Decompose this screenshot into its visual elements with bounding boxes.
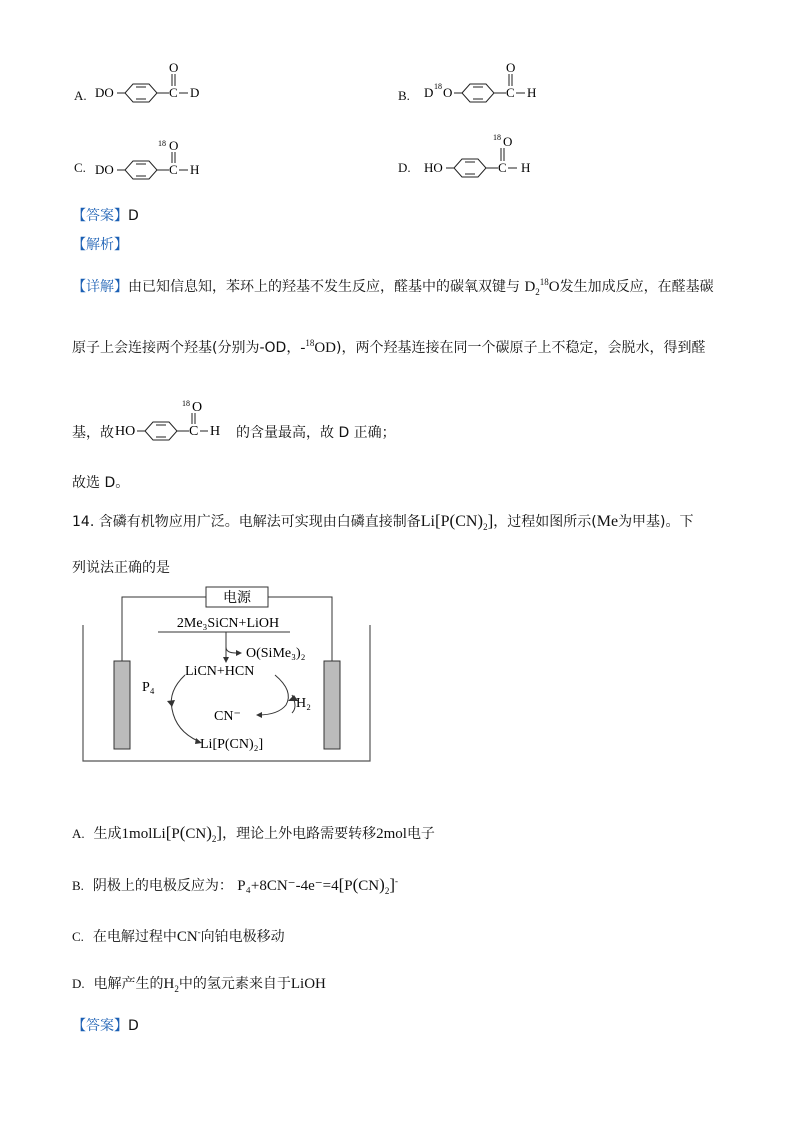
d2-18o: $D_2^{18}O$ bbox=[524, 277, 560, 297]
detail-line-1: 【详解】由已知信息知，苯环上的羟基不发生反应，醛基中的碳氧双键与 $D_2^{18}O$发生加成反应，在醛基碳 bbox=[72, 277, 714, 297]
left-arrow-curve bbox=[171, 675, 198, 741]
answer-2-value: D bbox=[128, 1018, 139, 1034]
q14-stem-line2: 列说法正确的是 bbox=[72, 560, 170, 576]
left-electrode bbox=[114, 661, 130, 749]
h2-label: H₂ bbox=[296, 696, 311, 711]
svg-text:C: C bbox=[189, 424, 199, 439]
svg-text:H: H bbox=[190, 162, 200, 177]
product-label: Li[P(CN)₂] bbox=[200, 737, 264, 752]
svg-text:DO: DO bbox=[95, 162, 114, 177]
answer-2 bbox=[72, 1015, 139, 1035]
right-arrow-curve bbox=[258, 675, 288, 715]
choice-b: B. 阴极上的电极反应为： $P_4+8CN^--4e^-=4[P(CN)_2]^-$ bbox=[72, 875, 398, 896]
svg-text:C: C bbox=[169, 85, 178, 100]
option-c-structure bbox=[95, 138, 215, 183]
detail-line-3b: 的含量最高，故 D 正确； bbox=[236, 425, 396, 441]
power-label: 电源 bbox=[223, 590, 251, 606]
option-d-letter: D. bbox=[398, 160, 411, 175]
answer-1 bbox=[72, 205, 139, 225]
right-electrode bbox=[324, 661, 340, 749]
choice-a: A. 生成$1molLi[P(CN)_2]$，理论上外电路需要转移2mol电子 bbox=[72, 823, 435, 844]
top-reagent: 2Me₃SiCN+LiOH bbox=[176, 616, 280, 631]
p4-label: P₄ bbox=[142, 680, 155, 695]
option-b-letter: B. bbox=[398, 88, 410, 103]
svg-text:H: H bbox=[210, 424, 221, 439]
choice-c: C. 在电解过程中CN-向铂电极移动 bbox=[72, 927, 285, 945]
licn-hcn: LiCN+HCN bbox=[185, 664, 255, 679]
answer-tag: 【答案】 bbox=[72, 208, 128, 224]
answer-2-tag: 【答案】 bbox=[72, 1018, 128, 1034]
option-c-letter: C. bbox=[74, 160, 86, 175]
electrolysis-diagram bbox=[80, 583, 380, 763]
option-a-right: D bbox=[190, 85, 200, 100]
choice-d: D. 电解产生的$H_2$中的氢元素来自于LiOH bbox=[72, 976, 326, 994]
option-b-structure bbox=[424, 62, 554, 107]
byproduct: O(SiMe₃)₂ bbox=[246, 646, 306, 661]
svg-text:D: D bbox=[424, 85, 434, 100]
svg-text:18: 18 bbox=[182, 399, 190, 408]
option-a-left: DO bbox=[95, 85, 114, 100]
svg-text:O: O bbox=[169, 138, 179, 153]
cn-label: CN⁻ bbox=[214, 709, 241, 724]
svg-text:O: O bbox=[506, 62, 516, 75]
detail-line-4: 故选 D。 bbox=[72, 475, 130, 491]
option-a-structure bbox=[95, 62, 215, 107]
detail-line-2: 原子上会连接两个羟基(分别为-OD，-$^{18}$OD)，两个羟基连接在同一个碳原子上不稳定，会脱水，得到醛 bbox=[72, 338, 706, 356]
svg-text:C: C bbox=[169, 162, 178, 177]
option-d-structure bbox=[424, 132, 554, 182]
svg-text:O: O bbox=[169, 62, 179, 75]
q14-stem: 14. 含磷有机物应用广泛。电解法可实现由白磷直接制备$Li[P(CN)_2]$，过程如图所示(Me为甲基)。下 bbox=[72, 511, 694, 533]
svg-text:O: O bbox=[192, 400, 203, 415]
svg-text:O: O bbox=[503, 134, 513, 149]
svg-text:18: 18 bbox=[158, 139, 166, 148]
answer-value: D bbox=[128, 208, 139, 224]
analysis-tag: 【解析】 bbox=[72, 237, 128, 253]
svg-text:C: C bbox=[506, 85, 515, 100]
option-a-letter: A. bbox=[74, 88, 87, 103]
svg-text:HO: HO bbox=[115, 424, 136, 439]
svg-text:O: O bbox=[443, 85, 453, 100]
svg-text:C: C bbox=[498, 160, 507, 175]
detail-line-3a: 基，故 bbox=[72, 425, 114, 441]
detail-tag: 【详解】 bbox=[72, 279, 128, 295]
svg-text:H: H bbox=[521, 160, 531, 175]
detail-structure bbox=[115, 398, 235, 443]
svg-text:18: 18 bbox=[434, 82, 442, 91]
svg-text:H: H bbox=[527, 85, 537, 100]
svg-text:18: 18 bbox=[493, 133, 501, 142]
svg-text:HO: HO bbox=[424, 160, 443, 175]
